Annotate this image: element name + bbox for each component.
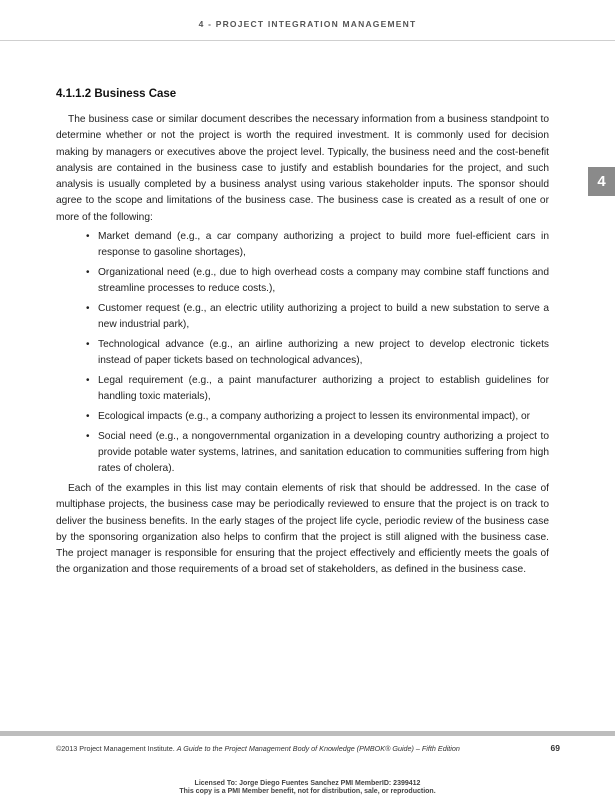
bullet-icon: • (86, 267, 90, 279)
book-title: A Guide to the Project Management Body of Knowledge (PMBOK® Guide) – Fifth Edition (176, 744, 460, 753)
list-item: • Customer request (e.g., an electric utility authorizing a project to build a new substation to serve a new industrial park), (86, 303, 549, 331)
chapter-title: 4 - PROJECT INTEGRATION MANAGEMENT (198, 19, 417, 29)
bullet-icon: • (86, 339, 90, 351)
section-heading: 4.1.1.2 Business Case (56, 88, 177, 100)
bullet-icon: • (86, 231, 90, 243)
business-case-sources-list (56, 229, 549, 478)
bullet-icon: • (86, 411, 90, 422)
license-notice (0, 780, 615, 796)
chapter-tab: 4 (588, 167, 615, 196)
closing-paragraph: Each of the examples in this list may contain elements of risk that should be addressed. In the case of multiphase projects, the business case may be periodically reviewed to ensure that the project is on track to deliver the business benefits. In the early stages of the project life cycle, periodic review of the business case by the sponsoring organization also helps to confirm that the project is still aligned with the business case. The project manager is responsible for ensuring that the project effectively and efficiently meets the goals of the organization and those requirements of a broad set of stakeholders, as defined in the business case. (56, 482, 549, 576)
list-item: • Legal requirement (e.g., a paint manufacturer authorizing a project to establish guidelines for handling toxic materials), (86, 375, 549, 403)
list-item: • Market demand (e.g., a car company authorizing a project to build more fuel-efficient cars in response to gasoline shortages), (86, 231, 549, 259)
bullet-icon: • (86, 303, 90, 315)
copyright-text: ©2013 Project Management Institute. (56, 744, 175, 753)
page-number: 69 (550, 743, 560, 753)
bullet-icon: • (86, 375, 90, 387)
bullet-icon: • (86, 430, 90, 442)
license-line: Licensed To: Jorge Diego Fuentes Sanchez PMI MemberID: 2399412 (194, 780, 421, 787)
list-item: • Social need (e.g., a nongovernmental organization in a developing country authorizing a project to provide potable water systems, latrines, and sanitation education to communities suffering from high rates of cholera). (86, 430, 549, 475)
footer-citation (56, 744, 526, 753)
distribution-notice: This copy is a PMI Member benefit, not for distribution, sale, or reproduction. (179, 788, 436, 795)
running-header (0, 0, 615, 41)
page-content (56, 86, 549, 579)
intro-paragraph: The business case or similar document describes the necessary information from a business standpoint to determine whether or not the project is worth the required investment. It is commonly used for decision making by managers or executives above the project level. Typically, the business need and the cost-benefit analysis are contained in the business case to justify and establish boundaries for the project, and such analysis is usually completed by a business analyst using various stakeholder inputs. The sponsor should agree to the scope and limitations of the business case. The business case is created as a result of one or more of the following: (56, 114, 549, 223)
list-item: • Technological advance (e.g., an airline authorizing a new project to develop electronic tickets instead of paper tickets based on technological advances), (86, 339, 549, 367)
footer-divider (0, 731, 615, 736)
list-item: • Organizational need (e.g., due to high overhead costs a company may combine staff functions and streamline processes to reduce costs.), (86, 267, 549, 295)
list-item: • Ecological impacts (e.g., a company authorizing a project to lessen its environmental impact), or (56, 409, 549, 425)
